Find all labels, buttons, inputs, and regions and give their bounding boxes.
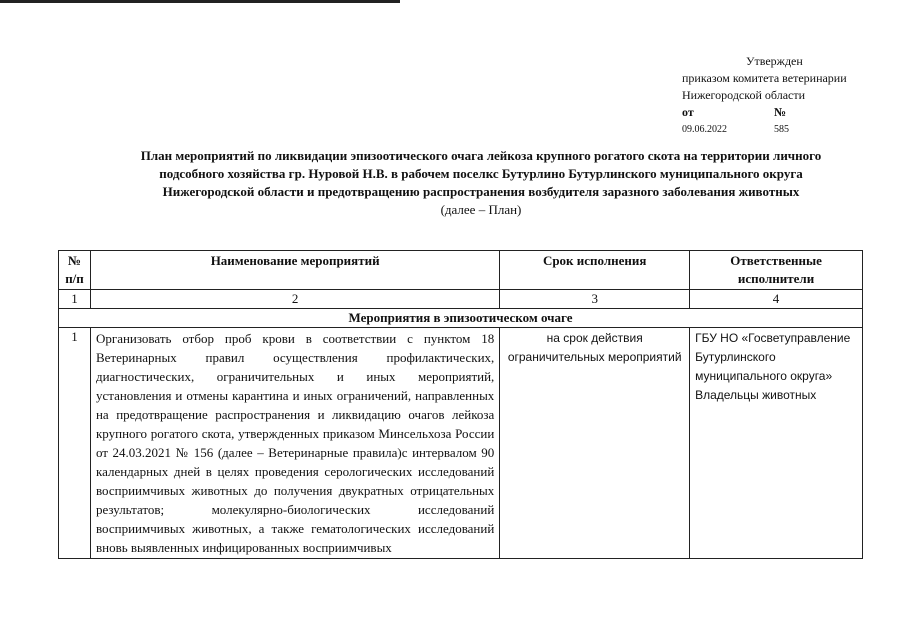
table-header-row	[59, 251, 863, 290]
approval-date: 09.06.2022	[682, 124, 727, 135]
col-number: 3	[500, 290, 690, 309]
approval-number: 585	[774, 124, 789, 135]
section-title: Мероприятия в эпизоотическом очаге	[59, 309, 863, 328]
col-number: 2	[90, 290, 499, 309]
row-resp	[690, 328, 863, 559]
col-number: 4	[690, 290, 863, 309]
row-num: 1	[59, 328, 91, 559]
row-name: Организовать отбор проб крови в соответствии с пунктом 18 Ветеринарных правил осуществления профилактических, диагностических, ограничительных и иных мероприятий, установления и отмены карантина и иных ограничений, направленных на предотвращение распространения и ликвидацию очагов лейкоза крупного рогатого скота, утвержденных приказом Минсельхоза России от 24.03.2021 № 156 (далее – Ветеринарные правила)с интервалом 90 календарных дней в целях проведения серологических исследований восприимчивых животных до получения двукратных отрицательных результатов; молекулярно-биологических исследований восприимчивых животных, а также гематологических исследований вновь выявленных инфицированных восприимчивых	[90, 328, 499, 559]
section-row	[59, 309, 863, 328]
approval-title: Утвержден	[746, 54, 803, 68]
col-number: 1	[59, 290, 91, 309]
approval-order: приказом комитета ветеринарии	[682, 71, 847, 85]
header-resp: Ответственные исполнители	[690, 251, 863, 290]
approval-region: Нижегородской области	[682, 88, 806, 102]
title-line-3: Нижегородской области и предотвращению распространения возбудителя заразного заболевания животных	[162, 184, 800, 199]
column-numbers-row	[59, 290, 863, 309]
document-title	[60, 147, 902, 219]
approval-from-label: от	[682, 105, 694, 119]
header-term: Срок исполнения	[500, 251, 690, 290]
resp-owners: Владельцы животных	[695, 388, 817, 402]
header-name: Наименование мероприятий	[90, 251, 499, 290]
table-row	[59, 328, 863, 559]
plan-table	[58, 250, 863, 559]
header-num: № п/п	[59, 251, 91, 290]
resp-org: ГБУ НО «Госветуправление Бутурлинского муниципального округа»	[695, 331, 851, 383]
title-line-4: (далее – План)	[440, 202, 522, 217]
row-term: на срок действия ограничительных мероприятий	[500, 328, 690, 559]
approval-block	[682, 53, 847, 138]
title-line-2: подсобного хозяйства гр. Нуровой Н.В. в рабочем поселкс Бутурлино Бутурлинского муниципального округа	[159, 166, 803, 181]
approval-number-label: №	[774, 105, 787, 119]
title-line-1: План мероприятий по ликвидации эпизоотического очага лейкоза крупного рогатого скота на территории личного	[140, 148, 822, 163]
top-border-line	[0, 0, 400, 3]
